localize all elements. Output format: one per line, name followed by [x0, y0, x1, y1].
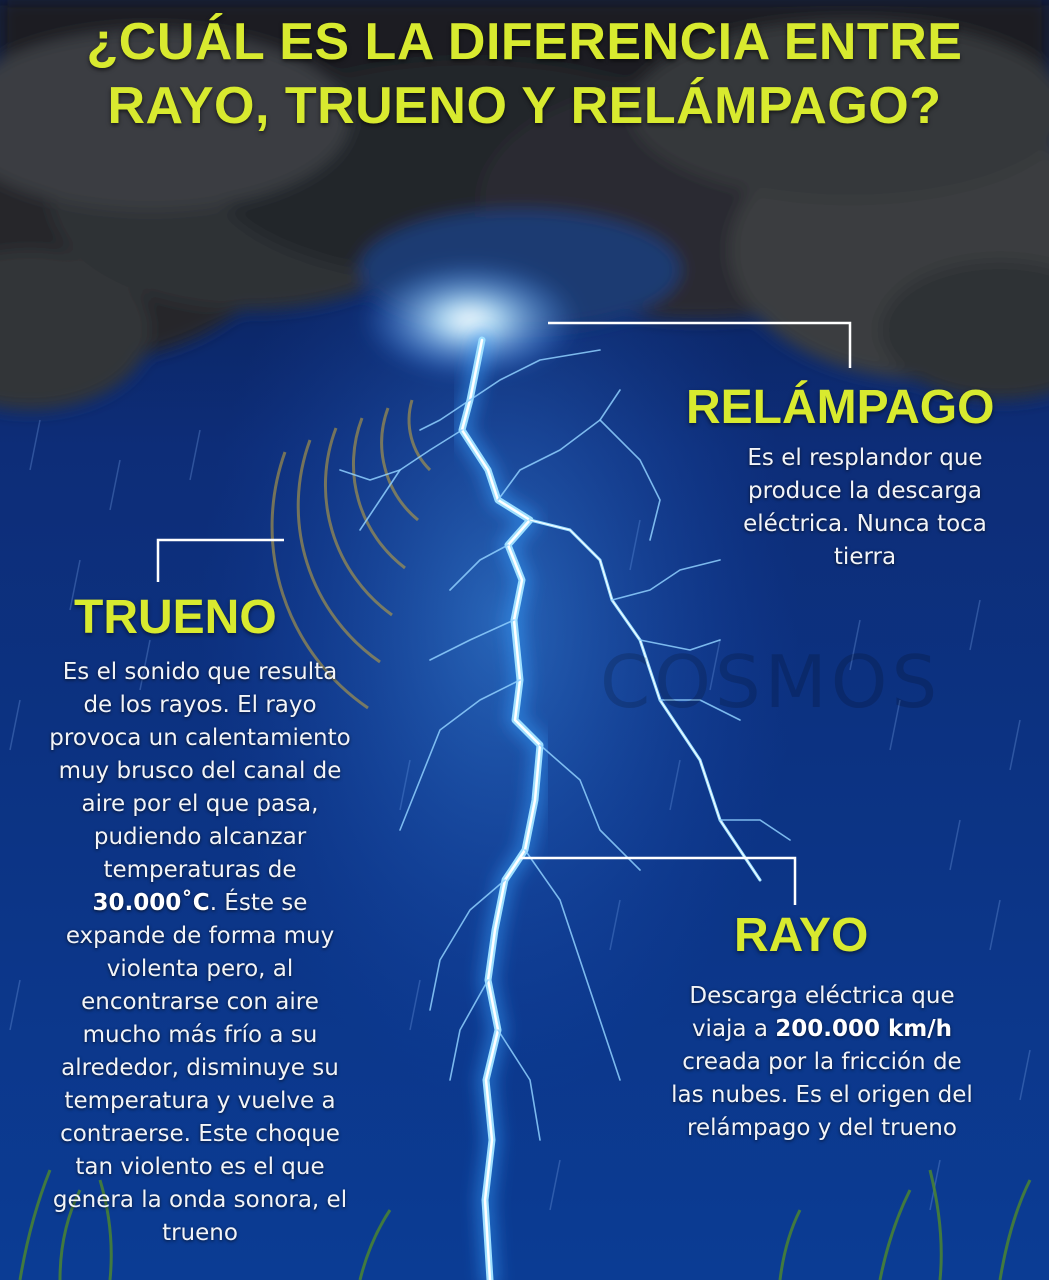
watermark-text: COSMOS: [600, 640, 942, 724]
rayo-speed: 200.000 km/h: [775, 1016, 953, 1042]
rayo-description: Descarga eléctrica que viaja a 200.000 km/h creada por la fricción de las nubes. Es el origen del relámpago y del trueno: [671, 983, 973, 1141]
relampago-heading: RELÁMPAGO: [686, 381, 995, 434]
relampago-description: Es el resplandor que produce la descarga eléctrica. Nunca toca tierra: [743, 445, 987, 570]
trueno-description: Es el sonido que resulta de los rayos. El rayo provoca un calentamiento muy brusco del canal de aire por el que pasa, pudiendo alcanzar temperaturas de 30.000˚C. Éste se expande de forma muy violenta pero, al encontrarse con aire mucho más frío a su alrededor, disminuye su temperatura y vuelve a contraerse. Este choque tan violento es el que genera la onda sonora, el trueno: [49, 659, 351, 1246]
title-line-1: ¿CUÁL ES LA DIFERENCIA ENTRE: [86, 13, 963, 71]
title-line-2: RAYO, TRUENO Y RELÁMPAGO?: [107, 77, 942, 135]
trueno-heading: TRUENO: [74, 591, 277, 644]
trueno-temperature: 30.000˚C: [92, 890, 210, 916]
page-title: [0, 10, 1049, 138]
rayo-heading: RAYO: [734, 909, 869, 962]
